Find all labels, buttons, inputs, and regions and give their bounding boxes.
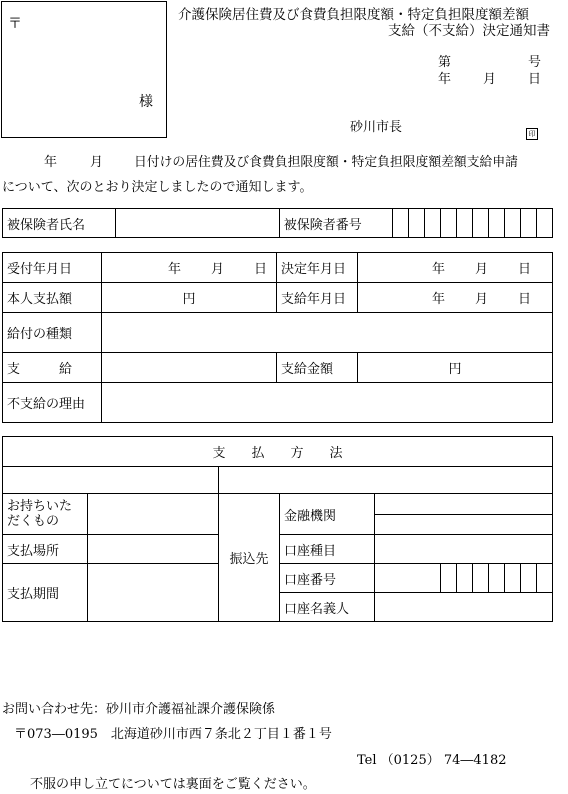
intro-line1: 日付けの居住費及び食費負担限度額・特定負担限度額差額支給申請 — [134, 155, 518, 170]
issuer-name: 砂川市長 — [350, 120, 403, 135]
account-number-label: 口座番号 — [280, 564, 375, 592]
pay-date-label: 支給年月日 — [277, 283, 358, 313]
place-label: 支払場所 — [3, 535, 88, 564]
insured-number-digit — [408, 209, 424, 238]
account-type-value — [375, 535, 552, 563]
appeal-notice: 不服の申し立てについては裏面をご覧ください。 — [30, 777, 316, 792]
payment-label: 支 給 — [3, 353, 102, 383]
pay-date-value: 年 月 日 — [358, 283, 553, 313]
payment-value — [102, 353, 277, 383]
period-value — [88, 564, 219, 622]
insured-number-digit — [520, 209, 536, 238]
period-label: 支払期間 — [3, 564, 88, 622]
account-holder-value — [375, 593, 552, 621]
seal-icon: 印 — [526, 121, 538, 140]
intro-line2: について、次のとおり決定しましたので通知します。 — [2, 180, 313, 195]
intro-month: 月 — [90, 155, 104, 170]
insured-number-digit — [424, 209, 440, 238]
insured-number-digit — [440, 209, 456, 238]
payment-method-cell-right — [219, 467, 553, 494]
account-number-row — [280, 564, 553, 593]
account-type-row — [280, 535, 553, 564]
insured-number-digit — [488, 209, 504, 238]
payment-method-cell-left — [3, 467, 219, 494]
reason-value — [102, 383, 553, 423]
bring-items-label: お持ちいた だくもの — [3, 494, 88, 535]
insured-name-value — [116, 209, 280, 238]
contact-heading: お問い合わせ先：砂川市介護福祉課介護保険係 — [2, 702, 276, 717]
doc-date-day: 日 — [528, 72, 542, 87]
insured-number-digit — [392, 209, 408, 238]
benefit-type-label: 給付の種類 — [3, 313, 102, 353]
insured-number-digit — [504, 209, 520, 238]
document-title-line1: 介護保険居住費及び食費負担限度額・特定負担限度額差額 — [178, 7, 529, 23]
bank-row — [280, 494, 553, 535]
account-type-label: 口座種目 — [280, 535, 375, 563]
insured-number-digit — [472, 209, 488, 238]
bank-value — [375, 494, 552, 534]
doc-number-prefix: 第 — [438, 55, 452, 70]
insured-number-digit — [456, 209, 472, 238]
reason-label: 不支給の理由 — [3, 383, 102, 423]
payment-method-table — [2, 436, 553, 622]
insured-name-label: 被保険者氏名 — [3, 209, 116, 238]
self-pay-label: 本人支払額 — [3, 283, 102, 313]
insured-table — [2, 208, 553, 238]
decision-date-value: 年 月 日 — [358, 253, 553, 283]
doc-date-year: 年 — [438, 72, 452, 87]
transfer-label: 振込先 — [219, 494, 280, 622]
contact-tel: Tel （0125） 74―4182 — [357, 753, 507, 768]
amount-label: 支給金額 — [277, 353, 358, 383]
doc-number-suffix: 号 — [528, 55, 542, 70]
contact-address: 〒073―0195 北海道砂川市西７条北２丁目１番１号 — [14, 727, 332, 742]
bring-items-value — [88, 494, 219, 535]
document-title-line2: 支給（不支給）決定通知書 — [388, 23, 550, 39]
doc-date-month: 月 — [483, 72, 497, 87]
insured-number-digit — [536, 209, 552, 238]
place-value — [88, 535, 219, 564]
account-holder-label: 口座名義人 — [280, 593, 375, 621]
details-table — [2, 252, 553, 423]
self-pay-value: 円 — [102, 283, 277, 313]
account-holder-row — [280, 593, 553, 622]
address-box — [1, 1, 167, 138]
account-number-value — [375, 564, 552, 592]
honorific: 様 — [139, 94, 153, 110]
intro-year: 年 — [44, 155, 58, 170]
receipt-date-label: 受付年月日 — [3, 253, 102, 283]
bank-label: 金融機関 — [280, 494, 375, 534]
payment-method-title: 支 払 方 法 — [3, 437, 553, 467]
postal-mark: 〒 — [8, 16, 22, 32]
insured-number-label: 被保険者番号 — [279, 209, 392, 238]
benefit-type-value — [102, 313, 553, 353]
receipt-date-value: 年 月 日 — [102, 253, 277, 283]
decision-date-label: 決定年月日 — [277, 253, 358, 283]
amount-value: 円 — [358, 353, 553, 383]
